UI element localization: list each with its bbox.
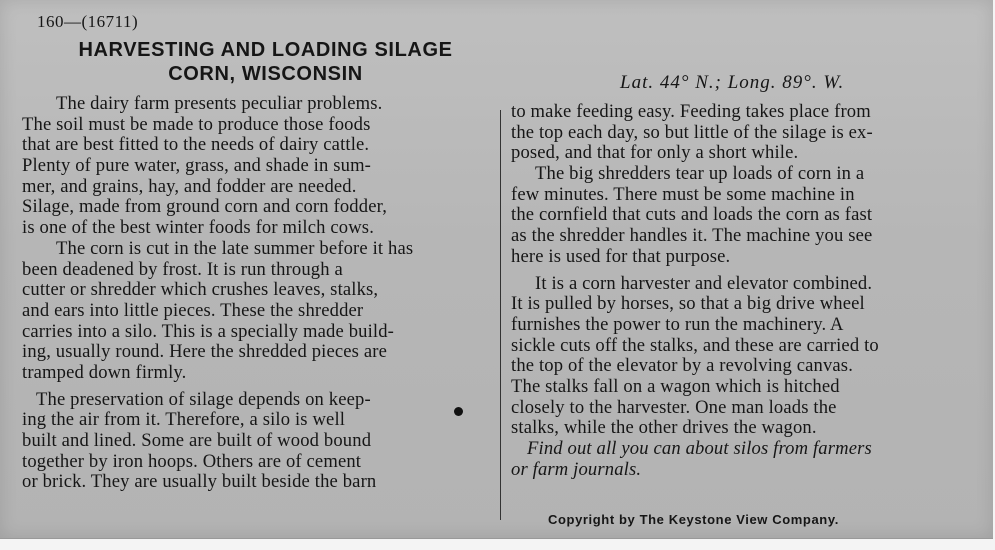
text-line: and ears into little pieces. These the shredder xyxy=(22,299,364,321)
card-title xyxy=(33,38,498,86)
text-line: It is a corn harvester and elevator combined. xyxy=(535,272,873,294)
text-line: stalks, while the other drives the wagon. xyxy=(511,417,817,439)
copyright-line: Copyright by The Keystone View Company. xyxy=(548,512,839,527)
text-line: posed, and that for only a short while. xyxy=(511,142,799,164)
title-line-2: CORN, WISCONSIN xyxy=(168,63,363,85)
text-line: tramped down firmly. xyxy=(22,361,187,383)
text-line: as the shredder handles it. The machine you see xyxy=(511,225,873,247)
text-line: The dairy farm presents peculiar problems. xyxy=(56,93,383,114)
text-line: The corn is cut in the late summer before it has xyxy=(56,237,414,259)
text-line: been deadened by frost. It is run through a xyxy=(22,258,343,280)
text-line: is one of the best winter foods for milch cows. xyxy=(22,217,374,239)
text-line: together by iron hoops. Others are of cement xyxy=(22,450,362,472)
text-line: the cornfield that cuts and loads the corn as fast xyxy=(511,204,873,226)
coordinates: Lat. 44° N.; Long. 89°. W. xyxy=(620,72,845,93)
text-line: ing the air from it. Therefore, a silo is well xyxy=(22,409,346,431)
text-line: the top of the elevator by a revolving canvas. xyxy=(511,355,853,377)
right-column-text xyxy=(511,102,981,480)
text-line: Plenty of pure water, grass, and shade in sum- xyxy=(22,155,372,177)
catalog-number: 160—(16711) xyxy=(37,12,139,31)
text-line: It is pulled by horses, so that a big drive wheel xyxy=(511,293,865,315)
text-line: or brick. They are usually built beside the barn xyxy=(22,471,377,493)
text-line: Silage, made from ground corn and corn fodder, xyxy=(22,196,388,218)
text-line: the top each day, so but little of the silage is ex- xyxy=(511,121,873,143)
text-line: to make feeding easy. Feeding takes place from xyxy=(511,101,871,122)
text-line: sickle cuts off the stalks, and these are carried to xyxy=(511,334,879,356)
text-line: closely to the harvester. One man loads the xyxy=(511,396,837,418)
text-line: The preservation of silage depends on keep- xyxy=(36,388,371,410)
text-line: cutter or shredder which crushes leaves, stalks, xyxy=(22,279,379,301)
text-line: The stalks fall on a wagon which is hitched xyxy=(511,375,840,397)
text-line: carries into a silo. This is a specially made build- xyxy=(22,320,395,342)
title-line-1: HARVESTING AND LOADING SILAGE xyxy=(78,39,453,61)
text-line: ing, usually round. Here the shredded pieces are xyxy=(22,341,388,363)
text-line: furnishes the power to run the machinery. A xyxy=(511,313,844,335)
text-line: The soil must be made to produce those foods xyxy=(22,113,371,135)
ink-spot xyxy=(454,407,463,416)
text-line: built and lined. Some are built of wood bound xyxy=(22,430,372,451)
closing-italic-line-1: Find out all you can about silos from farmers xyxy=(527,438,872,459)
column-divider xyxy=(500,110,501,520)
text-line: here is used for that purpose. xyxy=(511,245,731,267)
text-line: that are best fitted to the needs of dairy cattle. xyxy=(22,134,370,156)
text-line: The big shredders tear up loads of corn in a xyxy=(535,163,865,185)
text-line: mer, and grains, hay, and fodder are needed. xyxy=(22,175,357,197)
text-line: few minutes. There must be some machine in xyxy=(511,183,855,205)
closing-italic-line-2: or farm journals. xyxy=(511,458,642,480)
left-column-text xyxy=(22,94,492,493)
